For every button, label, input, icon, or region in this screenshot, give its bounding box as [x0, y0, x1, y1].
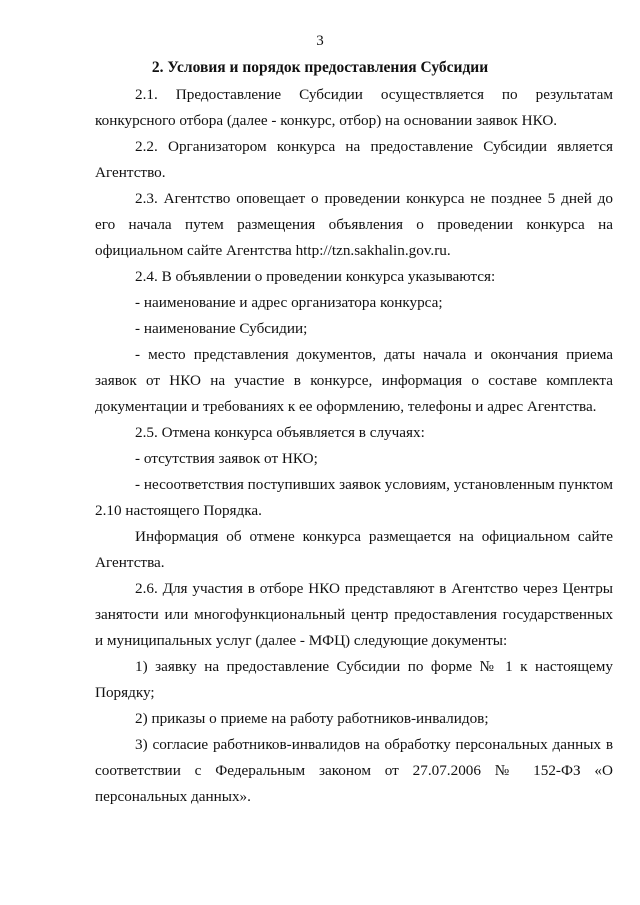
- document-item-2: 2) приказы о приеме на работу работников-инвалидов;: [135, 710, 489, 727]
- document-item-1: 1) заявку на предоставление Субсидии по форме № 1 к настоящему Порядку;: [95, 658, 613, 701]
- paragraph-2-4: 2.4. В объявлении о проведении конкурса указываются:: [135, 268, 496, 285]
- list-item-place-and-dates: - место представления документов, даты начала и окончания приема заявок от НКО на участие в конкурсе, информация о составе комплекта документации и требованиях к ее оформлению, телефоны и адрес Агентства.: [95, 346, 613, 415]
- section-title: 2. Условия и порядок предоставления Субсидии: [151, 59, 489, 76]
- page-number: 3: [316, 33, 324, 49]
- document-body: [95, 82, 613, 810]
- paragraph-cancel-info: Информация об отмене конкурса размещается на официальном сайте Агентства.: [95, 528, 613, 571]
- paragraph-2-1: 2.1. Предоставление Субсидии осуществляется по результатам конкурсного отбора (далее - конкурс, отбор) на основании заявок НКО.: [95, 86, 613, 129]
- list-item-nonconformity: - несоответствия поступивших заявок условиям, установленным пунктом 2.10 настоящего Порядка.: [95, 476, 613, 519]
- paragraph-2-6: 2.6. Для участия в отборе НКО представляют в Агентство через Центры занятости или многофункциональный центр предоставления государственных и муниципальных услуг (далее - МФЦ) следующие документы:: [95, 580, 613, 649]
- paragraph-2-5: 2.5. Отмена конкурса объявляется в случаях:: [135, 424, 425, 441]
- list-item-no-applications: - отсутствия заявок от НКО;: [135, 450, 318, 467]
- document-item-3: 3) согласие работников-инвалидов на обработку персональных данных в соответствии с Федеральным законом от 27.07.2006 № 152-ФЗ «О персональных данных».: [95, 736, 613, 805]
- paragraph-2-3: 2.3. Агентство оповещает о проведении конкурса не позднее 5 дней до его начала путем размещения объявления о проведении конкурса на официальном сайте Агентства http://tzn.sakhalin.gov.ru.: [95, 190, 613, 259]
- list-item-organizer: - наименование и адрес организатора конкурса;: [135, 294, 443, 311]
- list-item-subsidy-name: - наименование Субсидии;: [135, 320, 308, 337]
- paragraph-2-2: 2.2. Организатором конкурса на предоставление Субсидии является Агентство.: [95, 138, 613, 181]
